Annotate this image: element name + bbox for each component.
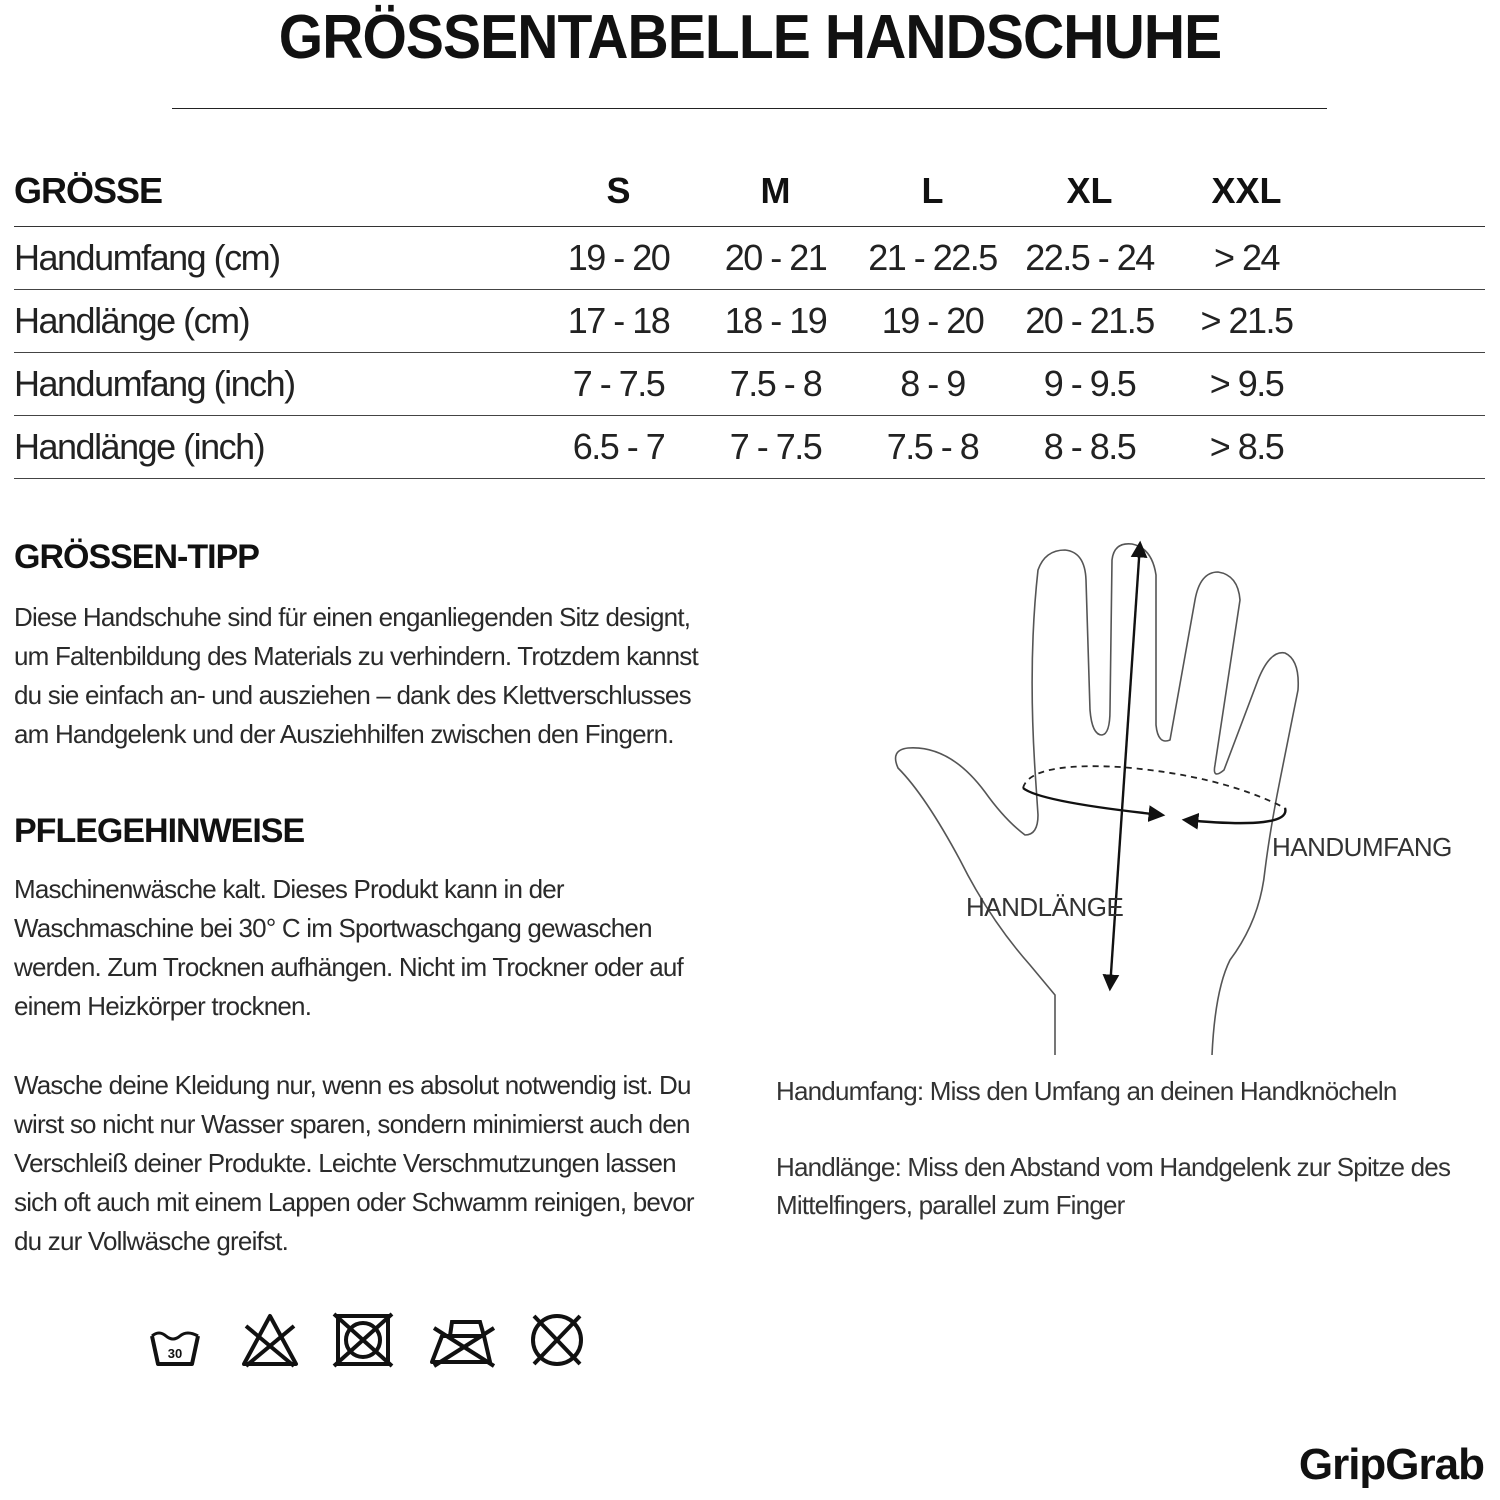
- table-header-row: [14, 156, 1485, 227]
- table-row: [14, 416, 1485, 479]
- row-label: Handlänge (inch): [14, 416, 540, 479]
- circumference-label: HANDUMFANG: [1272, 832, 1452, 862]
- care-text-1: Maschinenwäsche kalt. Dieses Produkt kann in der Waschmaschine bei 30° C im Sportwaschgang gewaschen werden. Zum Trocknen aufhängen. Nicht im Trockner oder auf einem Heizkörper trocknen.: [14, 874, 683, 1021]
- table-cell: 7.5 - 8: [854, 416, 1011, 479]
- length-note: Handlänge: Miss den Abstand vom Handgelenk zur Spitze des Mittelfingers, parallel zum Finger: [776, 1152, 1451, 1220]
- table-spacer: [1325, 416, 1485, 479]
- table-cell: > 21.5: [1168, 290, 1325, 353]
- care-heading: PFLEGEHINWEISE: [14, 812, 305, 850]
- size-header: M: [697, 156, 854, 227]
- table-cell: 8 - 8.5: [1011, 416, 1168, 479]
- table-spacer: [1325, 290, 1485, 353]
- table-cell: 20 - 21.5: [1011, 290, 1168, 353]
- table-cell: 7 - 7.5: [540, 353, 697, 416]
- hand-outline-icon: [880, 530, 1440, 1070]
- table-cell: 7.5 - 8: [697, 353, 854, 416]
- tip-text: Diese Handschuhe sind für einen enganliegenden Sitz designt, um Faltenbildung des Materials zu verhindern. Trotzdem kannst du sie einfach an- und ausziehen – dank des Klettverschlusses am Handgelenk und der Ausziehhilfen zwischen den Fingern.: [14, 602, 698, 749]
- size-header: XL: [1011, 156, 1168, 227]
- size-header-label: GRÖSSE: [14, 156, 540, 227]
- no-bleach-icon: [240, 1310, 300, 1370]
- table-cell: 19 - 20: [854, 290, 1011, 353]
- page-title: GRÖSSENTABELLE HANDSCHUHE: [278, 3, 1222, 72]
- size-header: XXL: [1168, 156, 1325, 227]
- care-text-2: Wasche deine Kleidung nur, wenn es absolut notwendig ist. Du wirst so nicht nur Wasser sparen, sondern minimierst auch den Verschleiß deiner Produkte. Leichte Verschmutzungen lassen sich oft auch mit einem Lappen oder Schwamm reinigen, bevor du zur Vollwäsche greifst.: [14, 1070, 694, 1256]
- table-spacer: [1325, 227, 1485, 290]
- wash-30-icon: [148, 1310, 202, 1370]
- no-iron-icon: [428, 1310, 498, 1370]
- table-cell: 20 - 21: [697, 227, 854, 290]
- table-spacer: [1325, 353, 1485, 416]
- brand-logo: GripGrab: [1298, 1440, 1484, 1489]
- table-cell: > 24: [1168, 227, 1325, 290]
- hand-diagram: [880, 530, 1452, 1070]
- wash-temp-label: 30: [167, 1346, 183, 1361]
- table-cell: > 8.5: [1168, 416, 1325, 479]
- row-label: Handlänge (cm): [14, 290, 540, 353]
- table-cell: 22.5 - 24: [1011, 227, 1168, 290]
- tip-heading: GRÖSSEN-TIPP: [14, 538, 259, 576]
- row-label: Handumfang (cm): [14, 227, 540, 290]
- table-row: [14, 227, 1485, 290]
- table-cell: 9 - 9.5: [1011, 353, 1168, 416]
- table-cell: 17 - 18: [540, 290, 697, 353]
- table-cell: 8 - 9: [854, 353, 1011, 416]
- table-row: [14, 290, 1485, 353]
- table-cell: 18 - 19: [697, 290, 854, 353]
- table-spacer: [1325, 156, 1485, 227]
- size-table: [14, 156, 1485, 479]
- table-cell: 6.5 - 7: [540, 416, 697, 479]
- table-row: [14, 353, 1485, 416]
- size-header: S: [540, 156, 697, 227]
- row-label: Handumfang (inch): [14, 353, 540, 416]
- no-dry-clean-icon: [528, 1310, 586, 1370]
- size-header: L: [854, 156, 1011, 227]
- table-cell: > 9.5: [1168, 353, 1325, 416]
- table-cell: 19 - 20: [540, 227, 697, 290]
- circumference-note: Handumfang: Miss den Umfang an deinen Handknöcheln: [776, 1076, 1397, 1106]
- title-divider: [172, 108, 1327, 109]
- table-cell: 21 - 22.5: [854, 227, 1011, 290]
- length-label: HANDLÄNGE: [966, 892, 1124, 922]
- table-cell: 7 - 7.5: [697, 416, 854, 479]
- no-tumble-dry-icon: [332, 1310, 394, 1370]
